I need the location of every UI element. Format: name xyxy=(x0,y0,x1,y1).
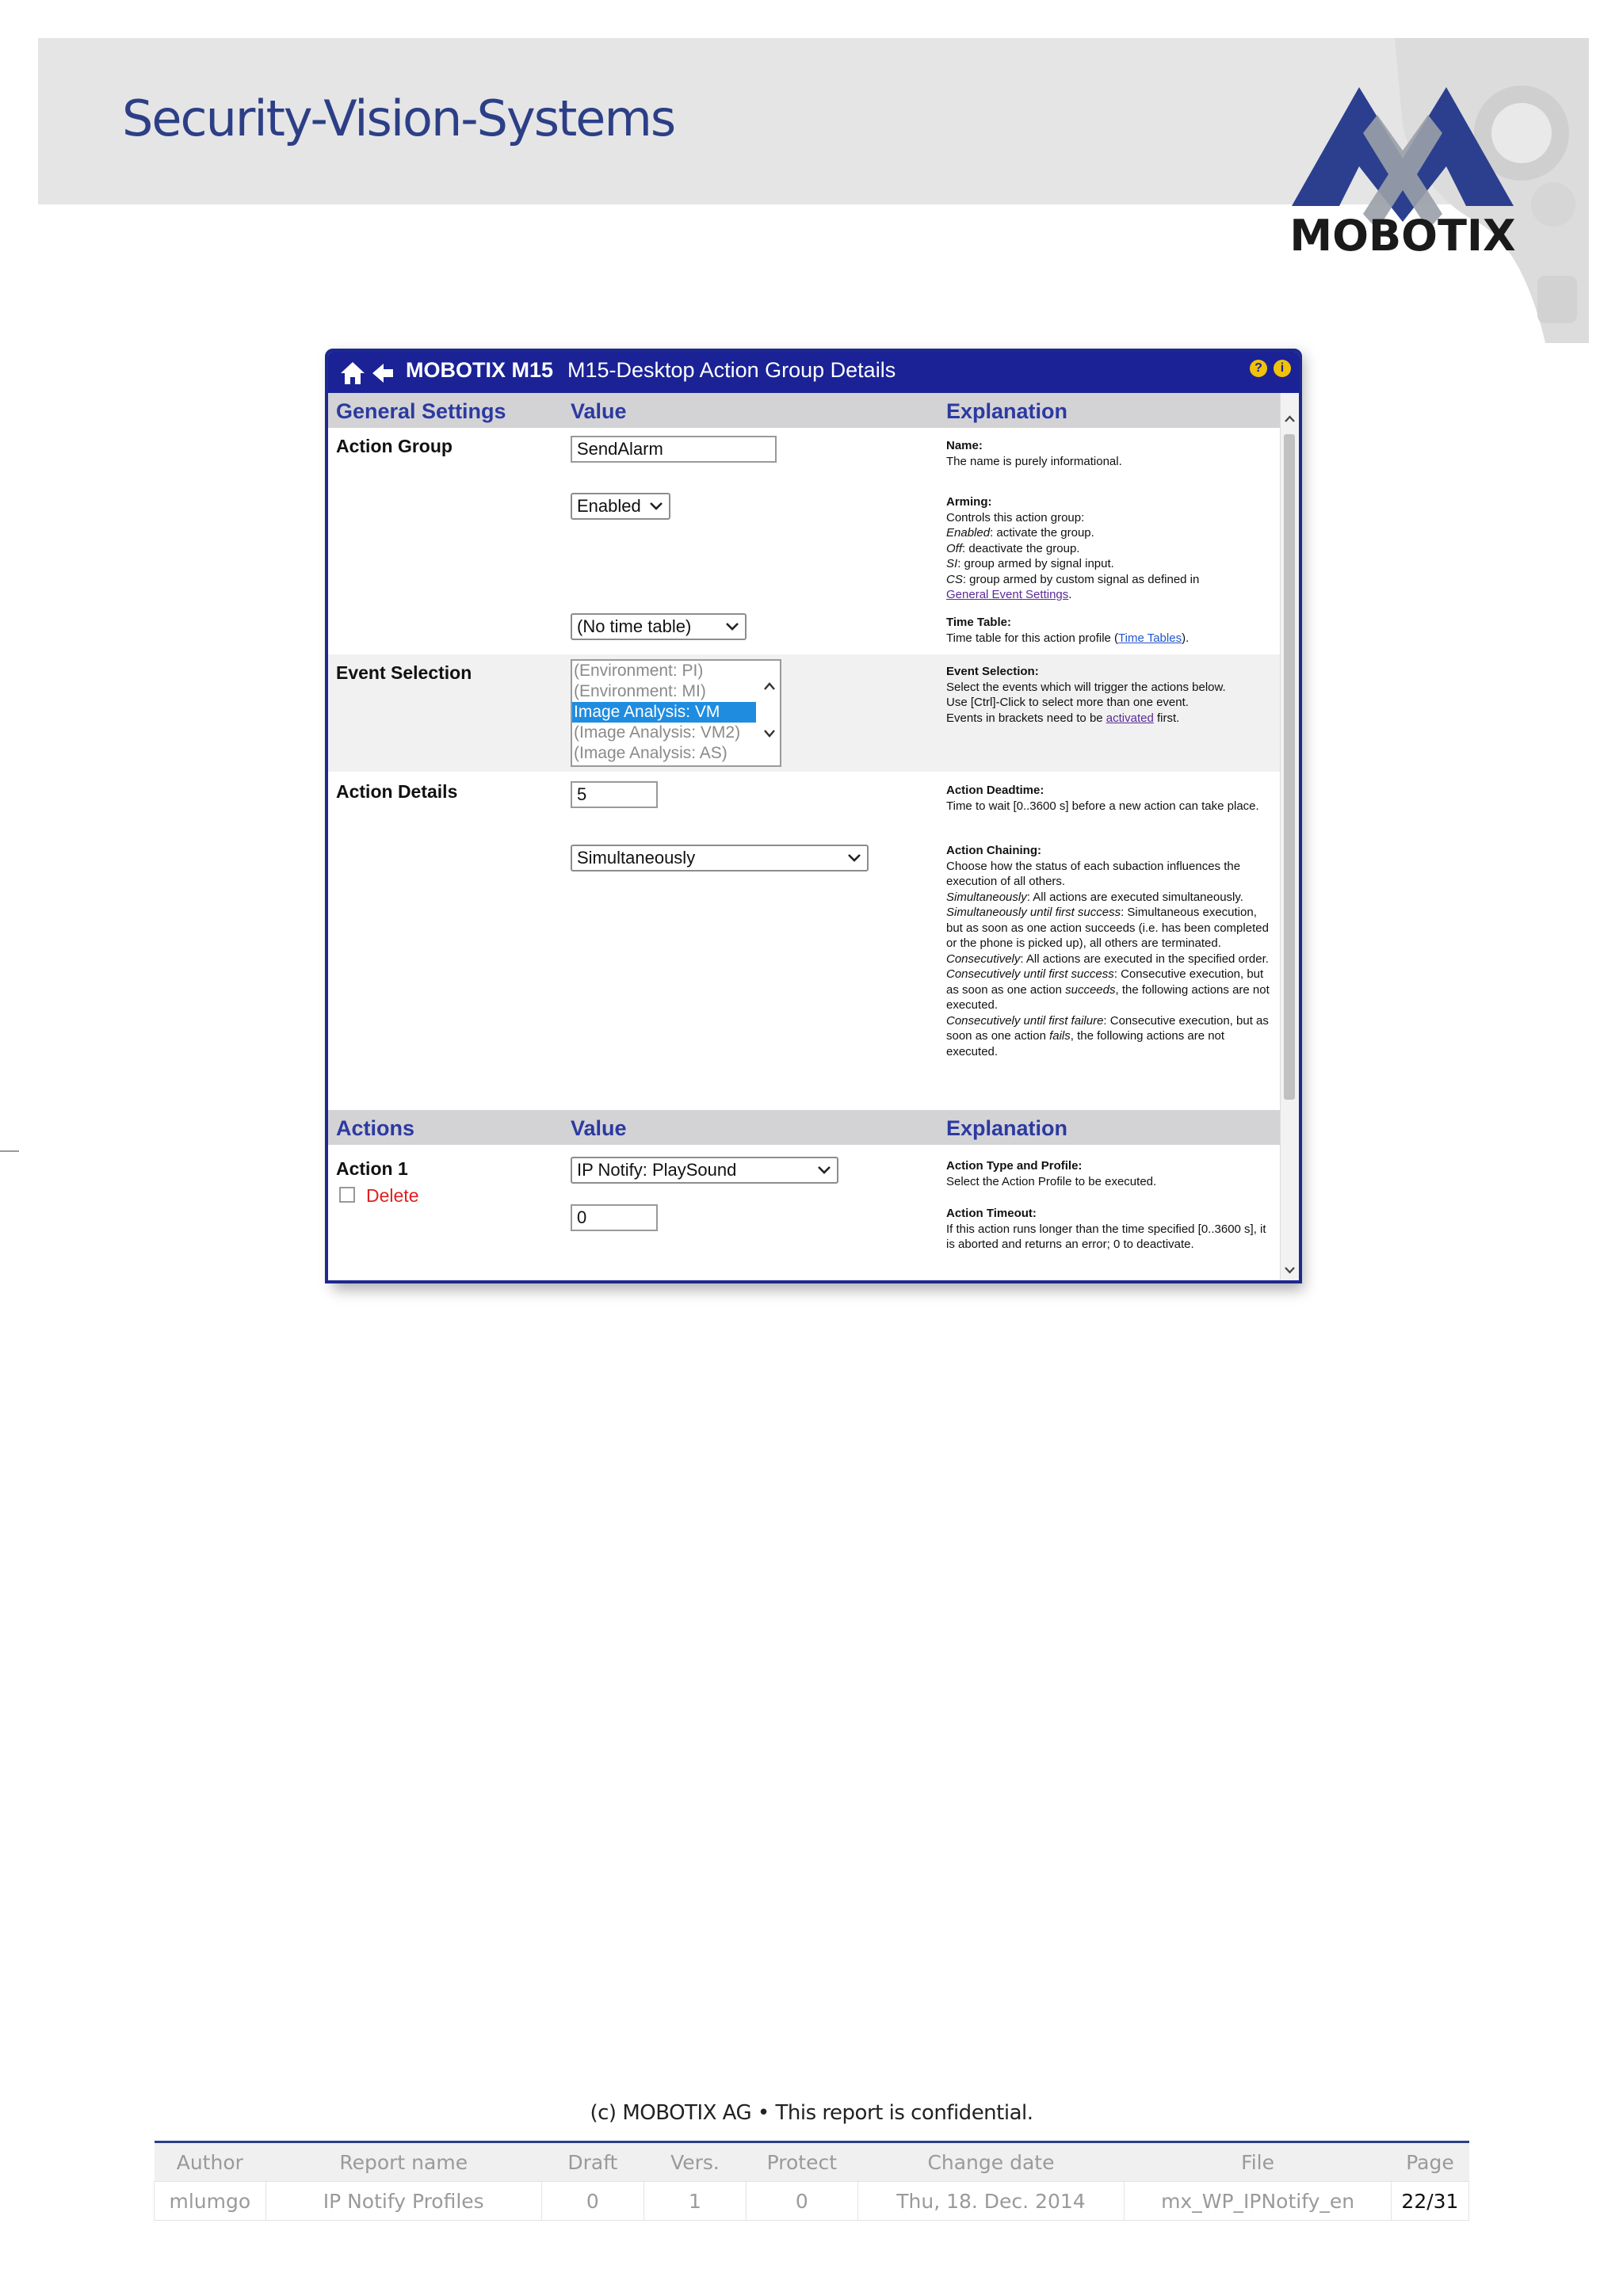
arming-select[interactable] xyxy=(571,493,670,520)
table-cell: IP Notify Profiles xyxy=(265,2182,541,2221)
time-table-explanation-text: Time table for this action profile ( xyxy=(946,631,1119,645)
table-header-cell: Page xyxy=(1391,2142,1468,2182)
action-type-explanation-text: Select the Action Profile to be executed. xyxy=(946,1174,1157,1188)
info-icon[interactable]: i xyxy=(1274,360,1291,377)
table-header-cell: Vers. xyxy=(643,2142,746,2182)
table-cell: Thu, 18. Dec. 2014 xyxy=(857,2182,1125,2221)
event-selection-explanation-line: Use [Ctrl]-Click to select more than one event. xyxy=(946,696,1189,709)
event-selection-explanation-line: Select the events which will trigger the actions below. xyxy=(946,680,1226,694)
action-profile-select[interactable] xyxy=(571,1157,838,1184)
vertical-scrollbar[interactable] xyxy=(1280,393,1299,1280)
action-1-label: Action 1 xyxy=(336,1158,408,1179)
action-chaining-explanation xyxy=(946,843,1271,1059)
action-deadtime-explanation-title: Action Deadtime: xyxy=(946,784,1044,797)
scrollbar-thumb[interactable] xyxy=(1284,434,1295,1100)
back-arrow-icon[interactable] xyxy=(371,361,395,385)
action-chaining-select-value: Simultaneously xyxy=(577,848,696,868)
name-explanation-text: The name is purely informational. xyxy=(946,454,1122,468)
chaining-desc: : All actions are executed simultaneously. xyxy=(1026,890,1243,904)
table-header-row xyxy=(155,2142,1469,2182)
chaining-desc: : All actions are executed in the specified order. xyxy=(1020,952,1269,966)
report-info-table xyxy=(154,2141,1469,2221)
home-icon[interactable] xyxy=(339,360,366,387)
delete-label[interactable]: Delete xyxy=(366,1185,419,1206)
mobotix-logo xyxy=(1284,71,1522,269)
chevron-up-icon[interactable] xyxy=(762,680,777,694)
page-number: 22/31 xyxy=(1391,2182,1468,2221)
action-profile-select-value: IP Notify: PlaySound xyxy=(577,1160,737,1180)
action-timeout-explanation xyxy=(946,1206,1271,1253)
action-timeout-explanation-text: If this action runs longer than the time specified [0..3600 s], it is aborted and returns an error; 0 to deactivate. xyxy=(946,1222,1266,1251)
header-value: Value xyxy=(571,399,627,423)
chevron-down-icon xyxy=(846,850,862,866)
action-details-label: Action Details xyxy=(336,781,458,802)
chaining-desc: : Consecutive execution, but as soon as one action xyxy=(946,1013,1269,1043)
chevron-down-icon[interactable] xyxy=(762,726,777,740)
table-cell: 1 xyxy=(643,2182,746,2221)
action-deadtime-explanation-text: Time to wait [0..3600 s] before a new action can take place. xyxy=(946,799,1259,813)
arming-desc: : group armed by signal input. xyxy=(957,557,1114,570)
table-row xyxy=(155,2182,1469,2221)
chaining-desc: : Simultaneous execution, but as soon as one action succeeds (i.e. has been completed or the phone is picked up), all others are terminated. xyxy=(946,906,1269,950)
time-table-select-value: (No time table) xyxy=(577,616,692,636)
arming-desc: : group armed by custom signal as defined in xyxy=(962,572,1200,586)
arming-select-value: Enabled xyxy=(577,496,641,516)
product-name: MOBOTIX M15 xyxy=(406,358,554,382)
confidential-note: (c) MOBOTIX AG • This report is confidential. xyxy=(590,2101,1033,2125)
header-general-settings: General Settings xyxy=(336,399,506,423)
list-item[interactable]: (Image Analysis: VM2) xyxy=(574,723,741,742)
event-selection-explanation xyxy=(946,664,1271,726)
table-header-cell: Draft xyxy=(541,2142,643,2182)
chaining-term: Consecutively until first failure xyxy=(946,1013,1104,1028)
action-group-window xyxy=(325,349,1302,1283)
name-explanation-title: Name: xyxy=(946,439,983,452)
table-cell: 0 xyxy=(747,2182,858,2221)
arming-explanation: Arming: Controls this action group: Enabled: activate the group. Off: deactivate the group. SI: group armed by signal input. CS: group armed by custom signal as defined in General Event Settings. xyxy=(946,494,1271,603)
list-item[interactable]: (Environment: MI) xyxy=(574,682,706,700)
table-header-cell: File xyxy=(1125,2142,1392,2182)
event-selection-list[interactable] xyxy=(571,659,781,767)
action-deadtime-input[interactable]: 5 xyxy=(571,781,658,808)
chaining-term: Consecutively until first success xyxy=(946,967,1114,981)
arming-term: Off xyxy=(946,541,963,555)
list-item[interactable]: (Image Analysis: AS) xyxy=(574,744,727,762)
chaining-desc: , the following actions are not executed. xyxy=(946,1029,1225,1058)
action-chaining-explanation-text: Choose how the status of each subaction influences the execution of all others. xyxy=(946,859,1241,888)
list-item[interactable]: (Environment: PI) xyxy=(574,662,704,680)
arming-explanation-title: Arming: xyxy=(946,495,992,509)
action-deadtime-explanation xyxy=(946,783,1271,814)
event-selection-label: Event Selection xyxy=(336,662,472,683)
chaining-desc: , the following actions are not executed. xyxy=(946,982,1270,1012)
form-content xyxy=(328,393,1281,1280)
chevron-up-icon[interactable] xyxy=(1284,414,1296,425)
margin-mark xyxy=(0,1150,19,1152)
header-explanation: Explanation xyxy=(946,1116,1068,1140)
general-event-settings-link[interactable]: General Event Settings xyxy=(946,588,1069,601)
action-chaining-explanation-title: Action Chaining: xyxy=(946,844,1041,857)
chaining-term: succeeds xyxy=(1065,982,1116,997)
chevron-down-icon[interactable] xyxy=(1284,1264,1296,1276)
action-timeout-input[interactable]: 0 xyxy=(571,1204,658,1231)
table-header-cell: Report name xyxy=(265,2142,541,2182)
table-header-cell: Change date xyxy=(857,2142,1125,2182)
logo-text: MOBOTIX xyxy=(1289,211,1516,261)
window-title: M15-Desktop Action Group Details xyxy=(567,358,896,382)
event-selection-explanation-title: Event Selection: xyxy=(946,665,1039,678)
brand-title: Security-Vision-Systems xyxy=(122,90,675,147)
help-icon[interactable]: ? xyxy=(1250,360,1267,377)
chaining-term: fails xyxy=(1049,1029,1071,1043)
activated-link[interactable]: activated xyxy=(1106,711,1154,725)
time-table-explanation xyxy=(946,615,1271,646)
arming-desc: : deactivate the group. xyxy=(962,541,1080,555)
action-group-name-input[interactable]: SendAlarm xyxy=(571,436,777,463)
chevron-down-icon xyxy=(816,1162,832,1178)
chaining-term: Simultaneously xyxy=(946,890,1027,904)
header-value: Value xyxy=(571,1116,627,1140)
action-timeout-explanation-title: Action Timeout: xyxy=(946,1207,1037,1220)
list-item-selected[interactable]: Image Analysis: VM xyxy=(572,702,756,723)
general-settings-header xyxy=(328,393,1281,428)
arming-explanation-line: Controls this action group: xyxy=(946,510,1085,524)
time-tables-link[interactable]: Time Tables xyxy=(1118,631,1182,645)
actions-header xyxy=(328,1110,1281,1145)
arming-term: CS xyxy=(946,572,963,586)
event-selection-explanation-end: first. xyxy=(1153,711,1180,725)
table-header-cell: Protect xyxy=(747,2142,858,2182)
chevron-down-icon xyxy=(724,619,740,635)
arming-term: Enabled xyxy=(946,526,991,540)
table-cell: mx_WP_IPNotify_en xyxy=(1125,2182,1392,2221)
table-cell: 0 xyxy=(541,2182,643,2221)
chevron-down-icon xyxy=(648,498,664,514)
action-type-explanation-title: Action Type and Profile: xyxy=(946,1159,1083,1173)
time-table-explanation-end: ). xyxy=(1182,631,1190,645)
arming-term: SI xyxy=(946,557,958,570)
chaining-term: Consecutively xyxy=(946,952,1021,966)
action-type-explanation xyxy=(946,1158,1271,1189)
table-header-cell: Author xyxy=(155,2142,266,2182)
header-actions: Actions xyxy=(336,1116,415,1140)
event-selection-explanation-line: Events in brackets need to be xyxy=(946,711,1106,725)
arming-desc: : activate the group. xyxy=(990,526,1094,540)
name-explanation xyxy=(946,438,1271,469)
action-group-label: Action Group xyxy=(336,436,453,456)
delete-checkbox[interactable] xyxy=(339,1187,355,1203)
time-table-select[interactable] xyxy=(571,613,747,640)
window-titlebar xyxy=(328,352,1299,393)
header-explanation: Explanation xyxy=(946,399,1068,423)
action-chaining-select[interactable] xyxy=(571,845,869,871)
table-cell: mlumgo xyxy=(155,2182,266,2221)
chaining-desc: : Consecutive execution, but as soon as one action xyxy=(946,967,1264,997)
chaining-term: Simultaneously until first success xyxy=(946,906,1121,919)
time-table-explanation-title: Time Table: xyxy=(946,616,1011,629)
